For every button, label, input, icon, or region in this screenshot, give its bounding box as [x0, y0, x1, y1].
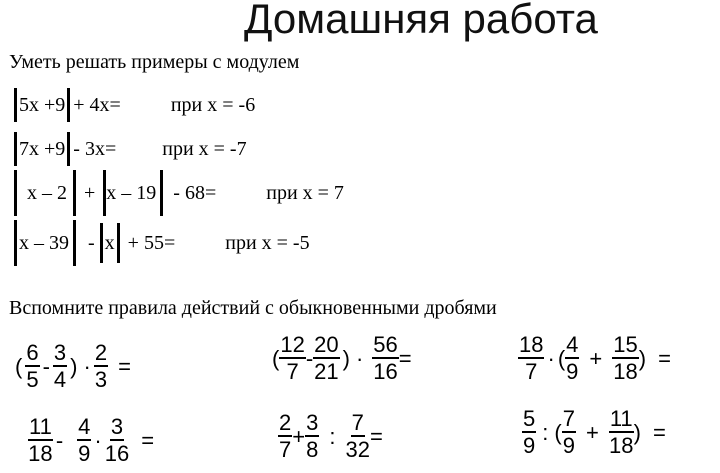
operator: ·: [547, 345, 555, 371]
fraction: [279, 332, 305, 385]
fraction: [53, 340, 67, 393]
modulus-example-4: [14, 220, 310, 266]
page-title: Домашняя работа: [244, 0, 598, 42]
numerator: 7: [562, 406, 575, 431]
equals-sign: =: [369, 423, 383, 449]
fraction-expression-3: [518, 332, 674, 385]
operator: :: [329, 423, 336, 449]
denominator: 9: [523, 433, 536, 458]
numerator: 56: [373, 332, 398, 357]
equals-sign: =: [658, 345, 671, 371]
abs-content: 5x +9: [19, 94, 66, 116]
denominator: 9: [566, 359, 579, 384]
numerator: 4: [78, 414, 91, 439]
equals-sign: =: [398, 345, 412, 371]
numerator: 5: [523, 406, 536, 431]
fraction: [313, 332, 339, 385]
denominator: 9: [562, 433, 575, 458]
fraction: [278, 410, 292, 463]
fraction: [562, 406, 576, 459]
equals-sign: =: [141, 427, 155, 453]
fraction: [522, 406, 536, 459]
denominator: 16: [373, 359, 398, 384]
operator: -: [88, 232, 95, 254]
condition: при x = -6: [170, 94, 256, 116]
condition: при x = -7: [162, 138, 247, 160]
section-heading-fractions: Вспомните правила действий с обыкновенными дробями: [9, 297, 497, 319]
operator: +: [589, 345, 603, 371]
numerator: 3: [53, 340, 67, 365]
expression-tail: - 3x=: [73, 138, 117, 160]
paren: ): [342, 345, 350, 371]
operator: +: [292, 423, 306, 449]
fraction-expression-2: [272, 332, 412, 385]
fraction-expression-1: [12, 340, 134, 393]
fraction: [372, 332, 398, 385]
fraction: [609, 406, 634, 459]
fraction: [305, 410, 319, 463]
denominator: 16: [104, 441, 130, 466]
denominator: 18: [608, 433, 634, 458]
operator: :: [542, 419, 549, 445]
abs-content: x – 39: [19, 232, 69, 254]
denominator: 32: [345, 437, 370, 462]
numerator: 20: [314, 332, 339, 357]
abs-content: x: [104, 232, 115, 254]
section-heading-modulus: Уметь решать примеры с модулем: [9, 51, 300, 73]
fraction-expression-4: [28, 414, 157, 467]
fraction: [518, 332, 544, 385]
fraction: [28, 414, 53, 467]
fraction-expression-6: [522, 406, 669, 459]
numerator: 4: [566, 332, 579, 357]
numerator: 12: [280, 332, 305, 357]
fraction: [94, 340, 108, 393]
operator: -: [42, 353, 50, 379]
equals-sign: =: [118, 353, 131, 379]
numerator: 18: [519, 332, 544, 357]
abs-bar: [14, 170, 17, 216]
denominator: 21: [314, 359, 339, 384]
modulus-example-3: [14, 170, 344, 216]
paren: (: [557, 345, 566, 371]
fraction: [25, 340, 39, 393]
numerator: 3: [110, 414, 124, 439]
denominator: 8: [306, 437, 319, 462]
paren: ): [633, 419, 641, 445]
paren: (: [554, 419, 562, 445]
fraction: [612, 332, 638, 385]
equals-sign: =: [652, 419, 666, 445]
paren: ): [70, 353, 78, 379]
fraction: [105, 414, 129, 467]
abs-content: x – 2: [27, 182, 67, 204]
expression-tail: + 55=: [127, 232, 176, 254]
fraction: [345, 410, 369, 463]
numerator: 15: [613, 332, 638, 357]
abs-bar: [14, 220, 17, 266]
numerator: 2: [94, 340, 108, 365]
abs-content: 7x +9: [19, 138, 66, 160]
fraction-expression-5: [278, 410, 383, 463]
paren: (: [15, 353, 23, 379]
operator: -: [305, 345, 314, 371]
numerator: 3: [306, 410, 319, 435]
denominator: 5: [26, 367, 39, 392]
denominator: 18: [613, 359, 638, 384]
denominator: 18: [28, 441, 53, 466]
modulus-example-1: [14, 88, 255, 122]
paren: ): [638, 345, 647, 371]
numerator: 11: [609, 406, 633, 431]
operator: -: [55, 427, 64, 453]
denominator: 4: [53, 367, 67, 392]
condition: при x = 7: [266, 182, 344, 204]
operator: ·: [83, 353, 91, 379]
abs-content: x – 19: [106, 182, 157, 204]
expression-tail: - 68=: [173, 182, 217, 204]
denominator: 7: [286, 359, 299, 384]
denominator: 3: [94, 367, 108, 392]
denominator: 9: [78, 441, 91, 466]
expression-tail: + 4x=: [73, 94, 121, 116]
operator: ·: [94, 427, 102, 453]
numerator: 11: [29, 414, 52, 439]
denominator: 7: [279, 437, 292, 462]
numerator: 7: [351, 410, 364, 435]
operator: +: [585, 419, 599, 445]
denominator: 7: [525, 359, 538, 384]
operator: ·: [355, 345, 364, 371]
condition: при x = -5: [225, 232, 310, 254]
modulus-example-2: [14, 132, 247, 166]
operator: +: [84, 182, 96, 204]
numerator: 6: [26, 340, 39, 365]
fraction: [77, 414, 91, 467]
paren: (: [272, 345, 280, 371]
fraction: [565, 332, 579, 385]
numerator: 2: [279, 410, 292, 435]
